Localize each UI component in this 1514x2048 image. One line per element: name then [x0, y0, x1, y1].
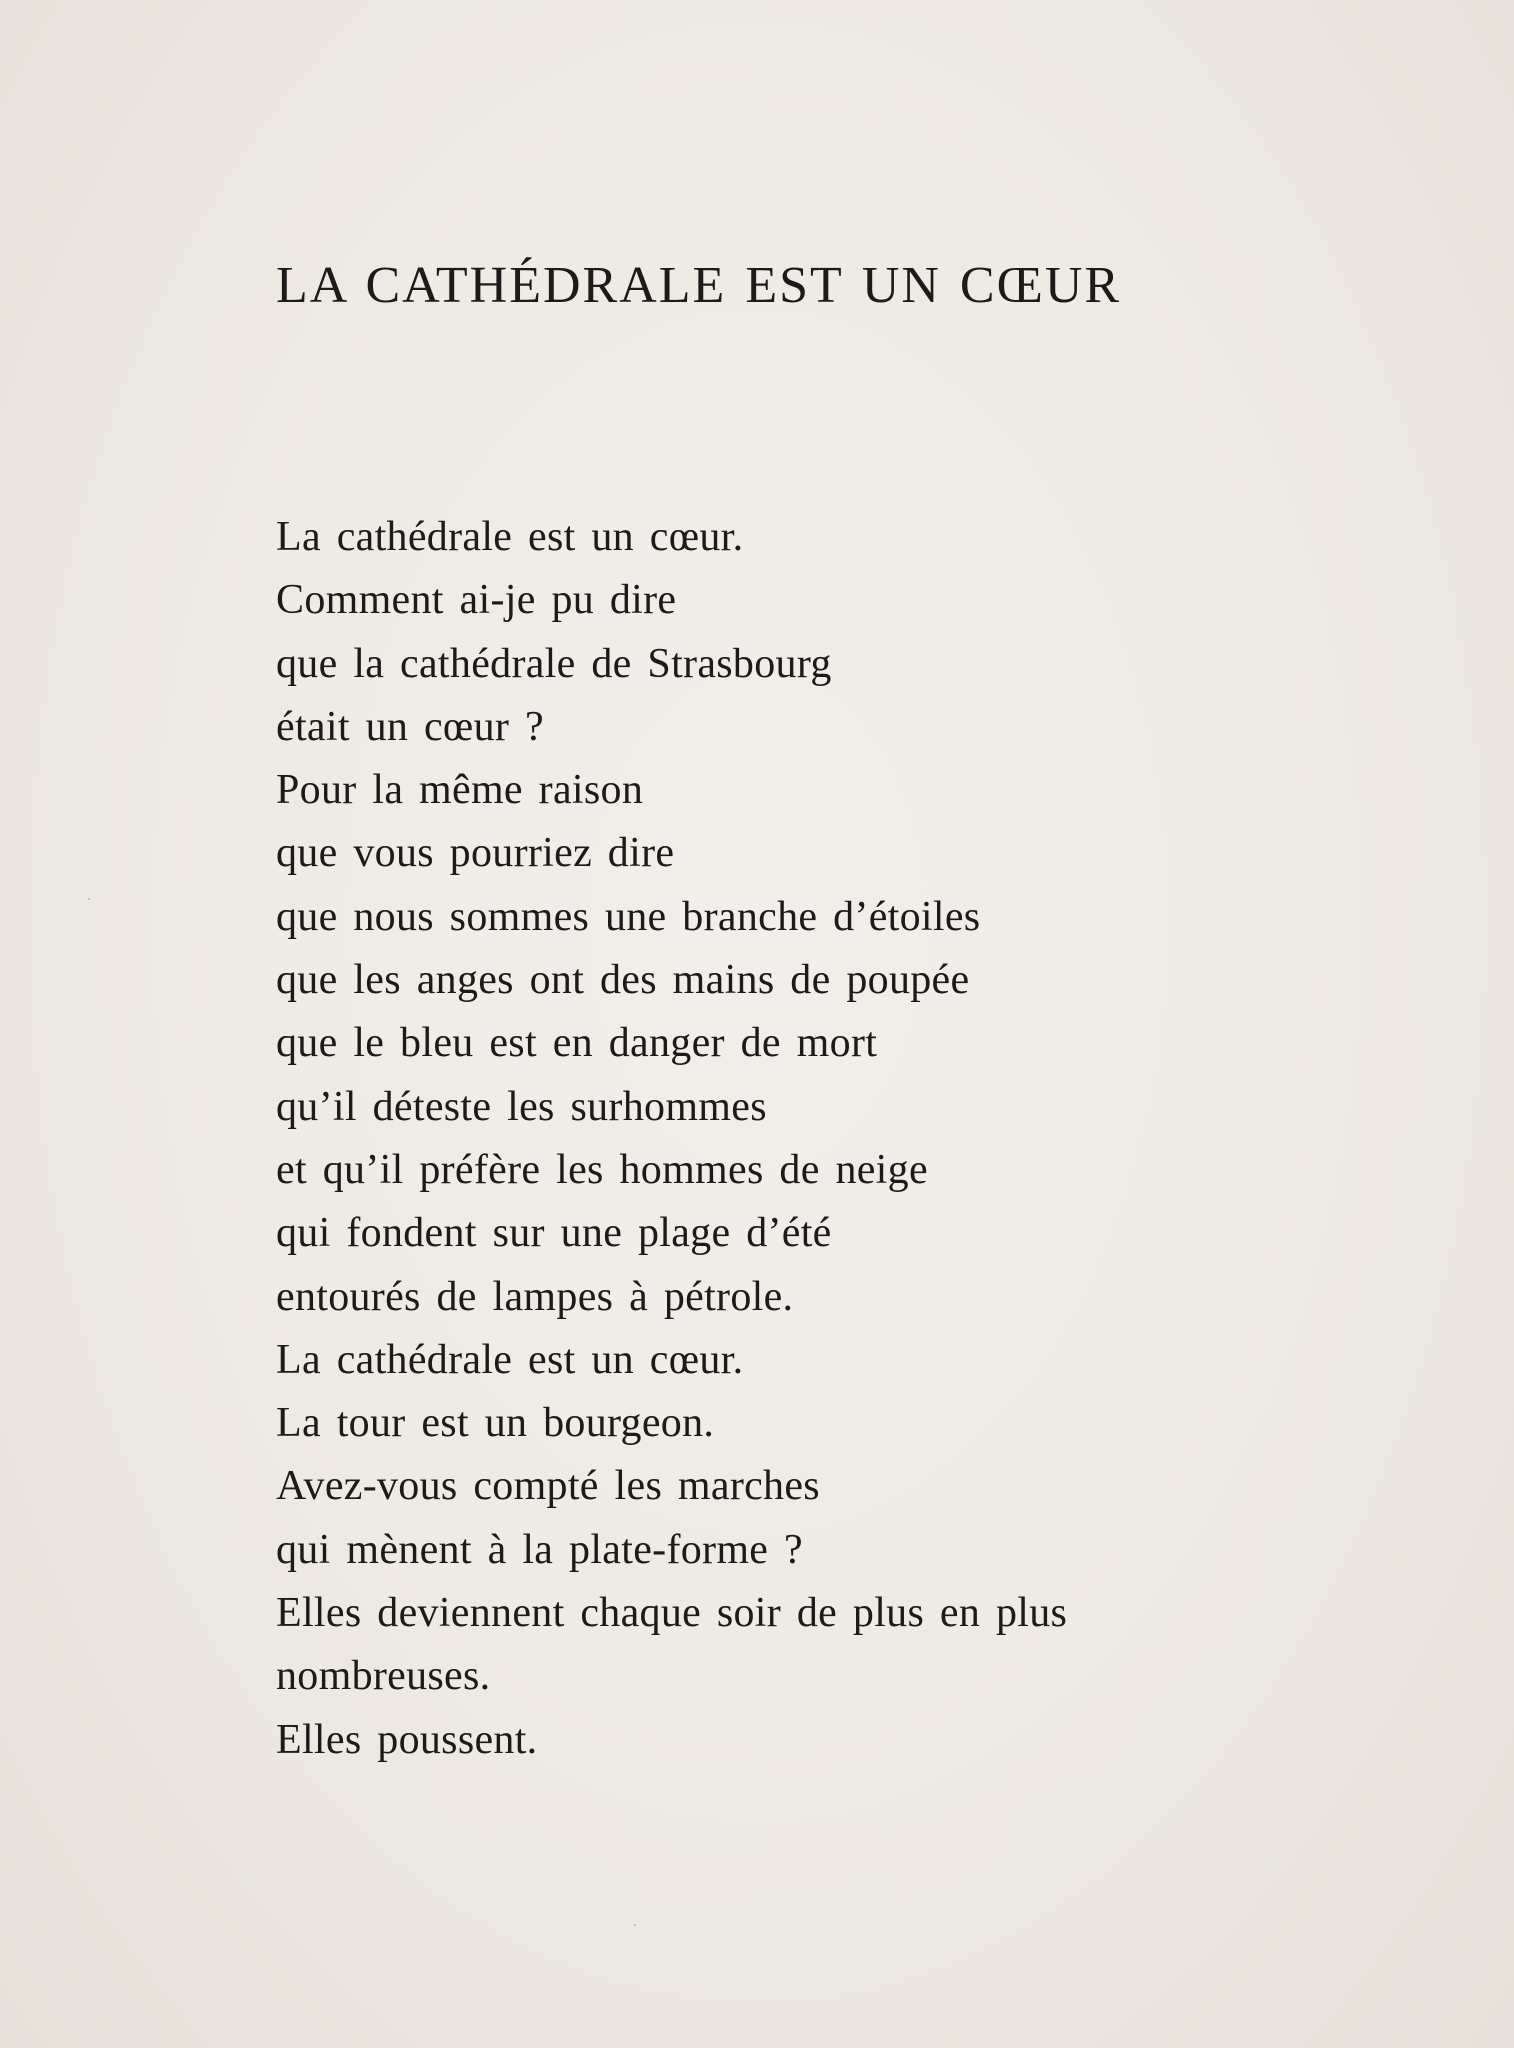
- poem-title: LA CATHÉDRALE EST UN CŒUR: [276, 257, 1122, 314]
- poem-line: que la cathédrale de Strasbourg: [276, 640, 832, 687]
- poem-line: qu’il déteste les surhommes: [276, 1083, 767, 1130]
- poem-line: La cathédrale est un cœur.: [276, 1336, 744, 1383]
- poem-line: qui mènent à la plate-forme ?: [276, 1526, 803, 1573]
- poem-line: qui fondent sur une plage d’été: [276, 1210, 832, 1257]
- poem-line: que le bleu est en danger de mort: [276, 1020, 878, 1067]
- poem-line: que vous pourriez dire: [276, 830, 675, 877]
- poem-line: Comment ai-je pu dire: [276, 577, 677, 624]
- poem-line: que les anges ont des mains de poupée: [276, 957, 970, 1004]
- poem-line: Elles deviennent chaque soir de plus en plus: [276, 1590, 1068, 1637]
- poem-line: La tour est un bourgeon.: [276, 1400, 715, 1447]
- poem-line: Elles poussent.: [276, 1716, 538, 1763]
- poem-body: [276, 506, 1067, 1772]
- paper-speck: [634, 1924, 636, 1926]
- poem-line: La cathédrale est un cœur.: [276, 514, 744, 560]
- paper-speck: [88, 898, 90, 900]
- poem-line: était un cœur ?: [276, 703, 544, 750]
- poem-line: Avez-vous compté les marches: [276, 1463, 820, 1510]
- poem-line: nombreuses.: [276, 1653, 491, 1700]
- poem-line: entourés de lampes à pétrole.: [276, 1273, 794, 1320]
- poem-line: et qu’il préfère les hommes de neige: [276, 1146, 928, 1193]
- poem-line: Pour la même raison: [276, 767, 644, 814]
- poem-line: que nous sommes une branche d’étoiles: [276, 893, 981, 940]
